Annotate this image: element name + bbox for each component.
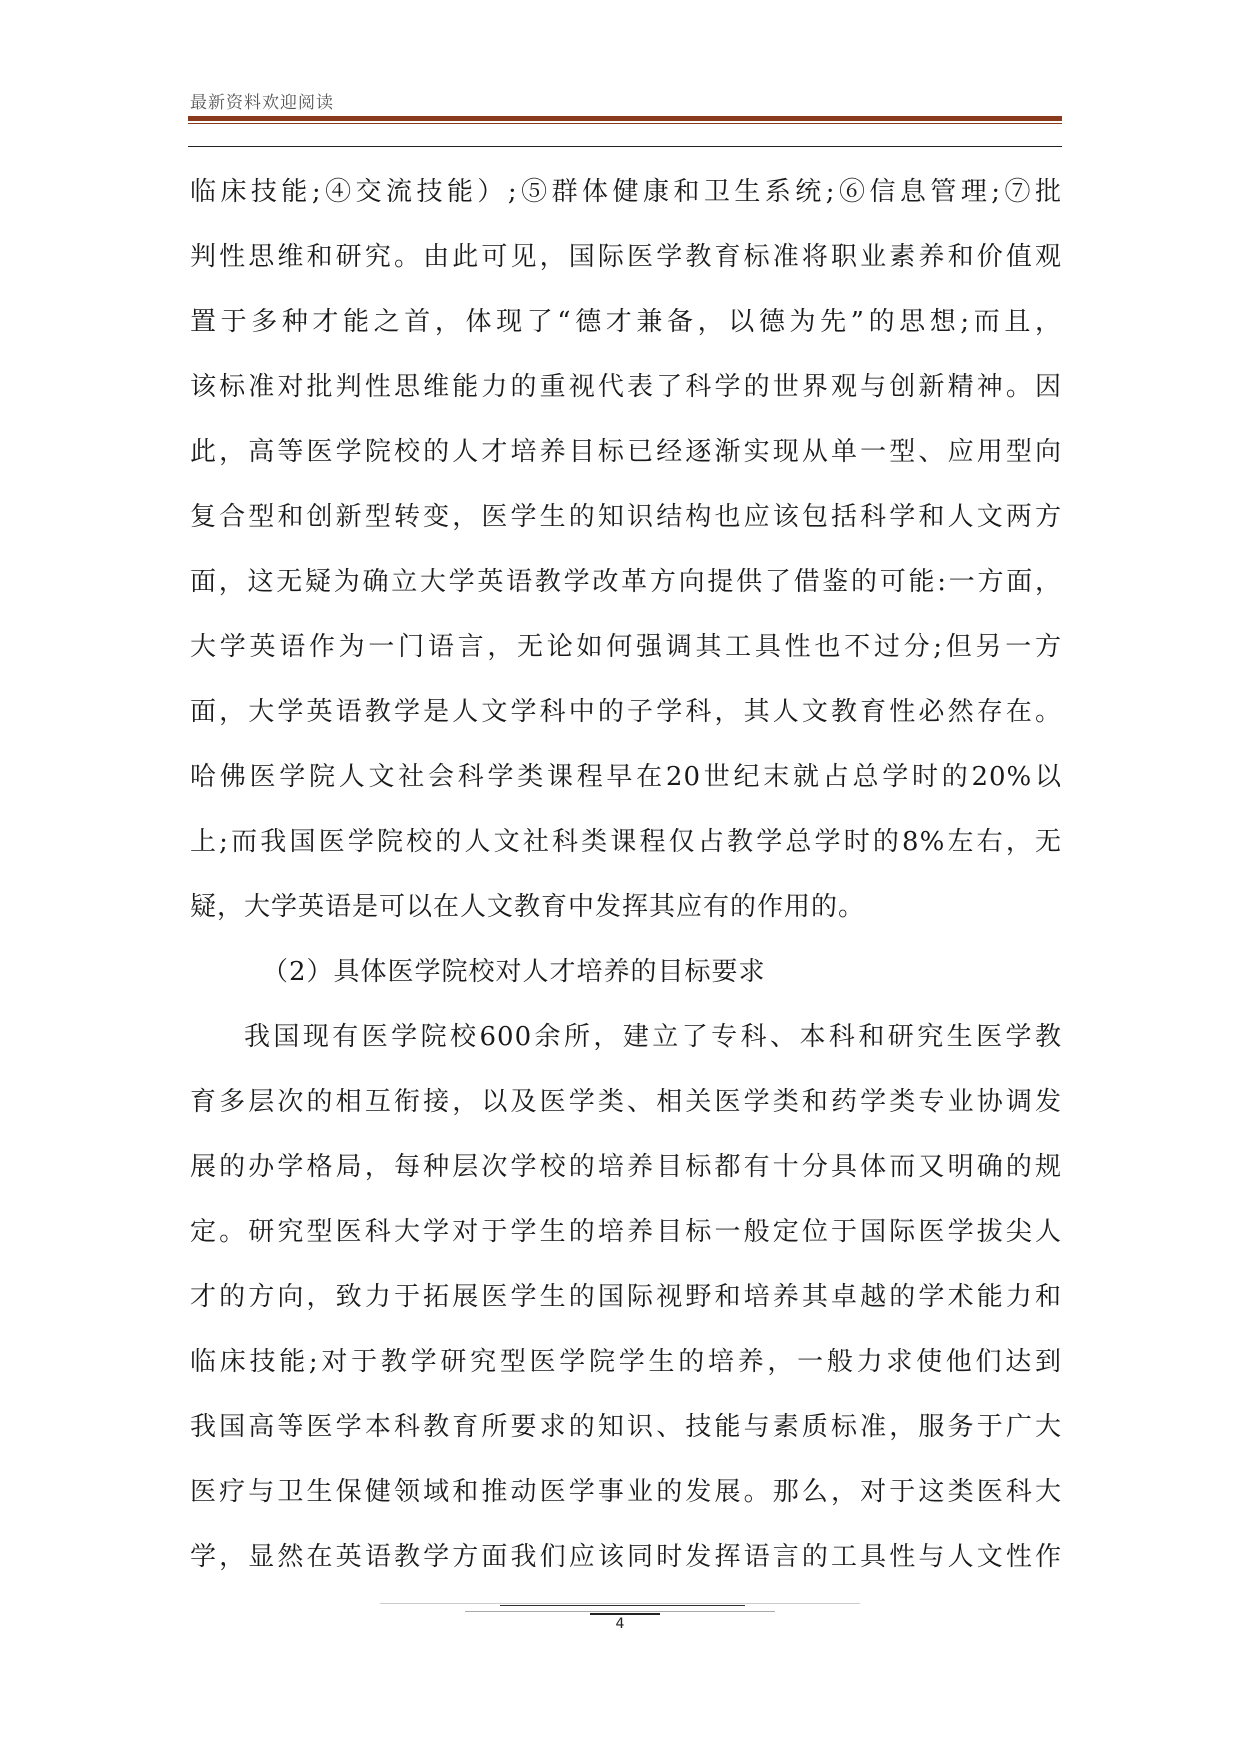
footer-rule: [465, 1611, 775, 1612]
text-line: 展的办学格局，每种层次学校的培养目标都有十分具体而又明确的规: [190, 1152, 1062, 1182]
header-title: 最新资料欢迎阅读: [190, 93, 334, 113]
header-rule-thick: [188, 116, 1062, 121]
text-line: 定。研究型医科大学对于学生的培养目标一般定位于国际医学拔尖人: [190, 1217, 1062, 1247]
text-line: 面，这无疑为确立大学英语教学改革方向提供了借鉴的可能:一方面，: [190, 567, 1062, 597]
text-line: 学，显然在英语教学方面我们应该同时发挥语言的工具性与人文性作: [190, 1542, 1062, 1572]
text-line: 临床技能;对于教学研究型医学院学生的培养，一般力求使他们达到: [190, 1347, 1062, 1377]
page-number: 4: [615, 1616, 625, 1632]
text-line: 该标准对批判性思维能力的重视代表了科学的世界观与创新精神。因: [190, 372, 1062, 402]
text-line: 疑，大学英语是可以在人文教育中发挥其应有的作用的。: [190, 892, 866, 922]
text-line: 大学英语作为一门语言，无论如何强调其工具性也不过分;但另一方: [190, 632, 1062, 662]
body-top-rule: [188, 146, 1062, 147]
text-line: 我国高等医学本科教育所要求的知识、技能与素质标准，服务于广大: [190, 1412, 1062, 1442]
paragraph-first-line: 我国现有医学院校600余所，建立了专科、本科和研究生医学教: [244, 1022, 1062, 1052]
text-line: 面，大学英语教学是人文学科中的子学科，其人文教育性必然存在。: [190, 697, 1062, 727]
text-line: 临床技能;④交流技能）;⑤群体健康和卫生系统;⑥信息管理;⑦批: [190, 177, 1062, 207]
text-line: 判性思维和研究。由此可见，国际医学教育标准将职业素养和价值观: [190, 242, 1062, 272]
footer-rule: [590, 1613, 660, 1615]
footer-rule: [500, 1605, 745, 1606]
text-line: 育多层次的相互衔接，以及医学类、相关医学类和药学类专业协调发: [190, 1087, 1062, 1117]
text-line: 复合型和创新型转变，医学生的知识结构也应该包括科学和人文两方: [190, 502, 1062, 532]
header-rule-thin: [188, 123, 1062, 124]
footer-rule: [380, 1603, 860, 1604]
document-body: [190, 160, 1062, 1590]
text-line: 哈佛医学院人文社会科学类课程早在20世纪末就占总学时的20%以: [190, 762, 1062, 792]
section-heading: （2）具体医学院校对人才培养的目标要求: [262, 957, 766, 987]
text-line: 此，高等医学院校的人才培养目标已经逐渐实现从单一型、应用型向: [190, 437, 1062, 467]
text-line: 医疗与卫生保健领域和推动医学事业的发展。那么，对于这类医科大: [190, 1477, 1062, 1507]
text-line: 上;而我国医学院校的人文社科类课程仅占教学总学时的8%左右，无: [190, 827, 1062, 857]
text-line: 才的方向，致力于拓展医学生的国际视野和培养其卓越的学术能力和: [190, 1282, 1062, 1312]
text-line: 置于多种才能之首，体现了“德才兼备，以德为先”的思想;而且，: [190, 307, 1062, 337]
